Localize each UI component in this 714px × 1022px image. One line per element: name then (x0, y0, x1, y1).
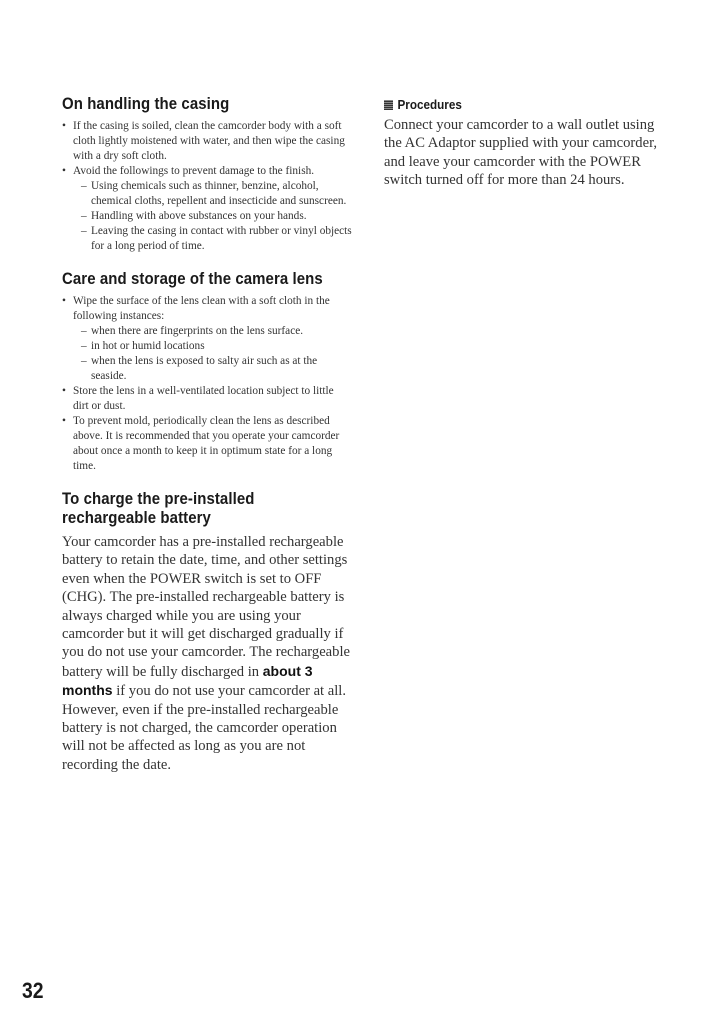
handling-dash-3: – Leaving the casing in contact with rubber or vinyl objects for a long period of time. (81, 224, 352, 254)
lens-bullet-1 (62, 294, 352, 384)
handling-dash-2: – Handling with above substances on your hands. (81, 209, 352, 224)
battery-heading: To charge the pre-installed rechargeable battery (62, 489, 255, 527)
handling-list (62, 119, 352, 254)
handling-dash-1: – Using chemicals such as thinner, benzine, alcohol, chemical cloths, repellent and insecticide and sunscreen. (81, 179, 352, 209)
handling-heading: On handling the casing (62, 94, 230, 113)
procedure-marker-icon (384, 100, 393, 110)
procedures-heading-text: Procedures (397, 97, 462, 112)
page-number: 32 (22, 978, 44, 1003)
handling-bullet-2-text: Avoid the followings to prevent damage to the finish. (73, 165, 315, 177)
procedures-text: Connect your camcorder to a wall outlet using the AC Adaptor supplied with your camcorder, and leave your camcorder with the POWER switch turned off for more than 24 hours. (384, 117, 657, 189)
battery-text-part1: Your camcorder has a pre-installed rechargeable battery to retain the date, time, and other settings even when the POWER switch is set to OFF (CHG). The pre-installed rechargeable battery is always charged while you are using your camcorder but it will get discharged gradually if you do not use your camcorder. The rechargeable battery will be fully discharged in (62, 534, 350, 680)
lens-section (62, 269, 352, 474)
right-column (384, 96, 674, 190)
battery-text-bold: about 3 months (62, 662, 313, 699)
handling-section (62, 94, 352, 254)
left-column (62, 94, 352, 789)
lens-dash-2: – in hot or humid locations (81, 339, 352, 354)
handling-bullet-2 (62, 164, 352, 254)
lens-dash-list (73, 324, 352, 384)
lens-dash-1: – when there are fingerprints on the lens surface. (81, 324, 352, 339)
battery-section (62, 489, 352, 774)
handling-dash-list (73, 179, 352, 254)
lens-bullet-2: • Store the lens in a well-ventilated location subject to little dirt or dust. (62, 384, 352, 414)
battery-text (62, 533, 352, 774)
lens-heading: Care and storage of the camera lens (62, 269, 323, 288)
handling-bullet-1: • If the casing is soiled, clean the camcorder body with a soft cloth lightly moistened with water, and then wipe the casing with a dry soft cloth. (62, 119, 352, 164)
procedures-heading (384, 96, 645, 114)
lens-bullet-3: • To prevent mold, periodically clean the lens as described above. It is recommended that you operate your camcorder about once a month to keep it in optimum state for a long time. (62, 414, 352, 474)
lens-list (62, 294, 352, 474)
lens-dash-3: – when the lens is exposed to salty air such as at the seaside. (81, 354, 352, 384)
lens-bullet-1-text: Wipe the surface of the lens clean with a soft cloth in the following instances: (73, 295, 330, 322)
battery-text-part2: if you do not use your camcorder at all. However, even if the pre-installed rechargeable battery is not charged, the camcorder operation will not be affected as long as you are not recording the date. (62, 683, 346, 773)
